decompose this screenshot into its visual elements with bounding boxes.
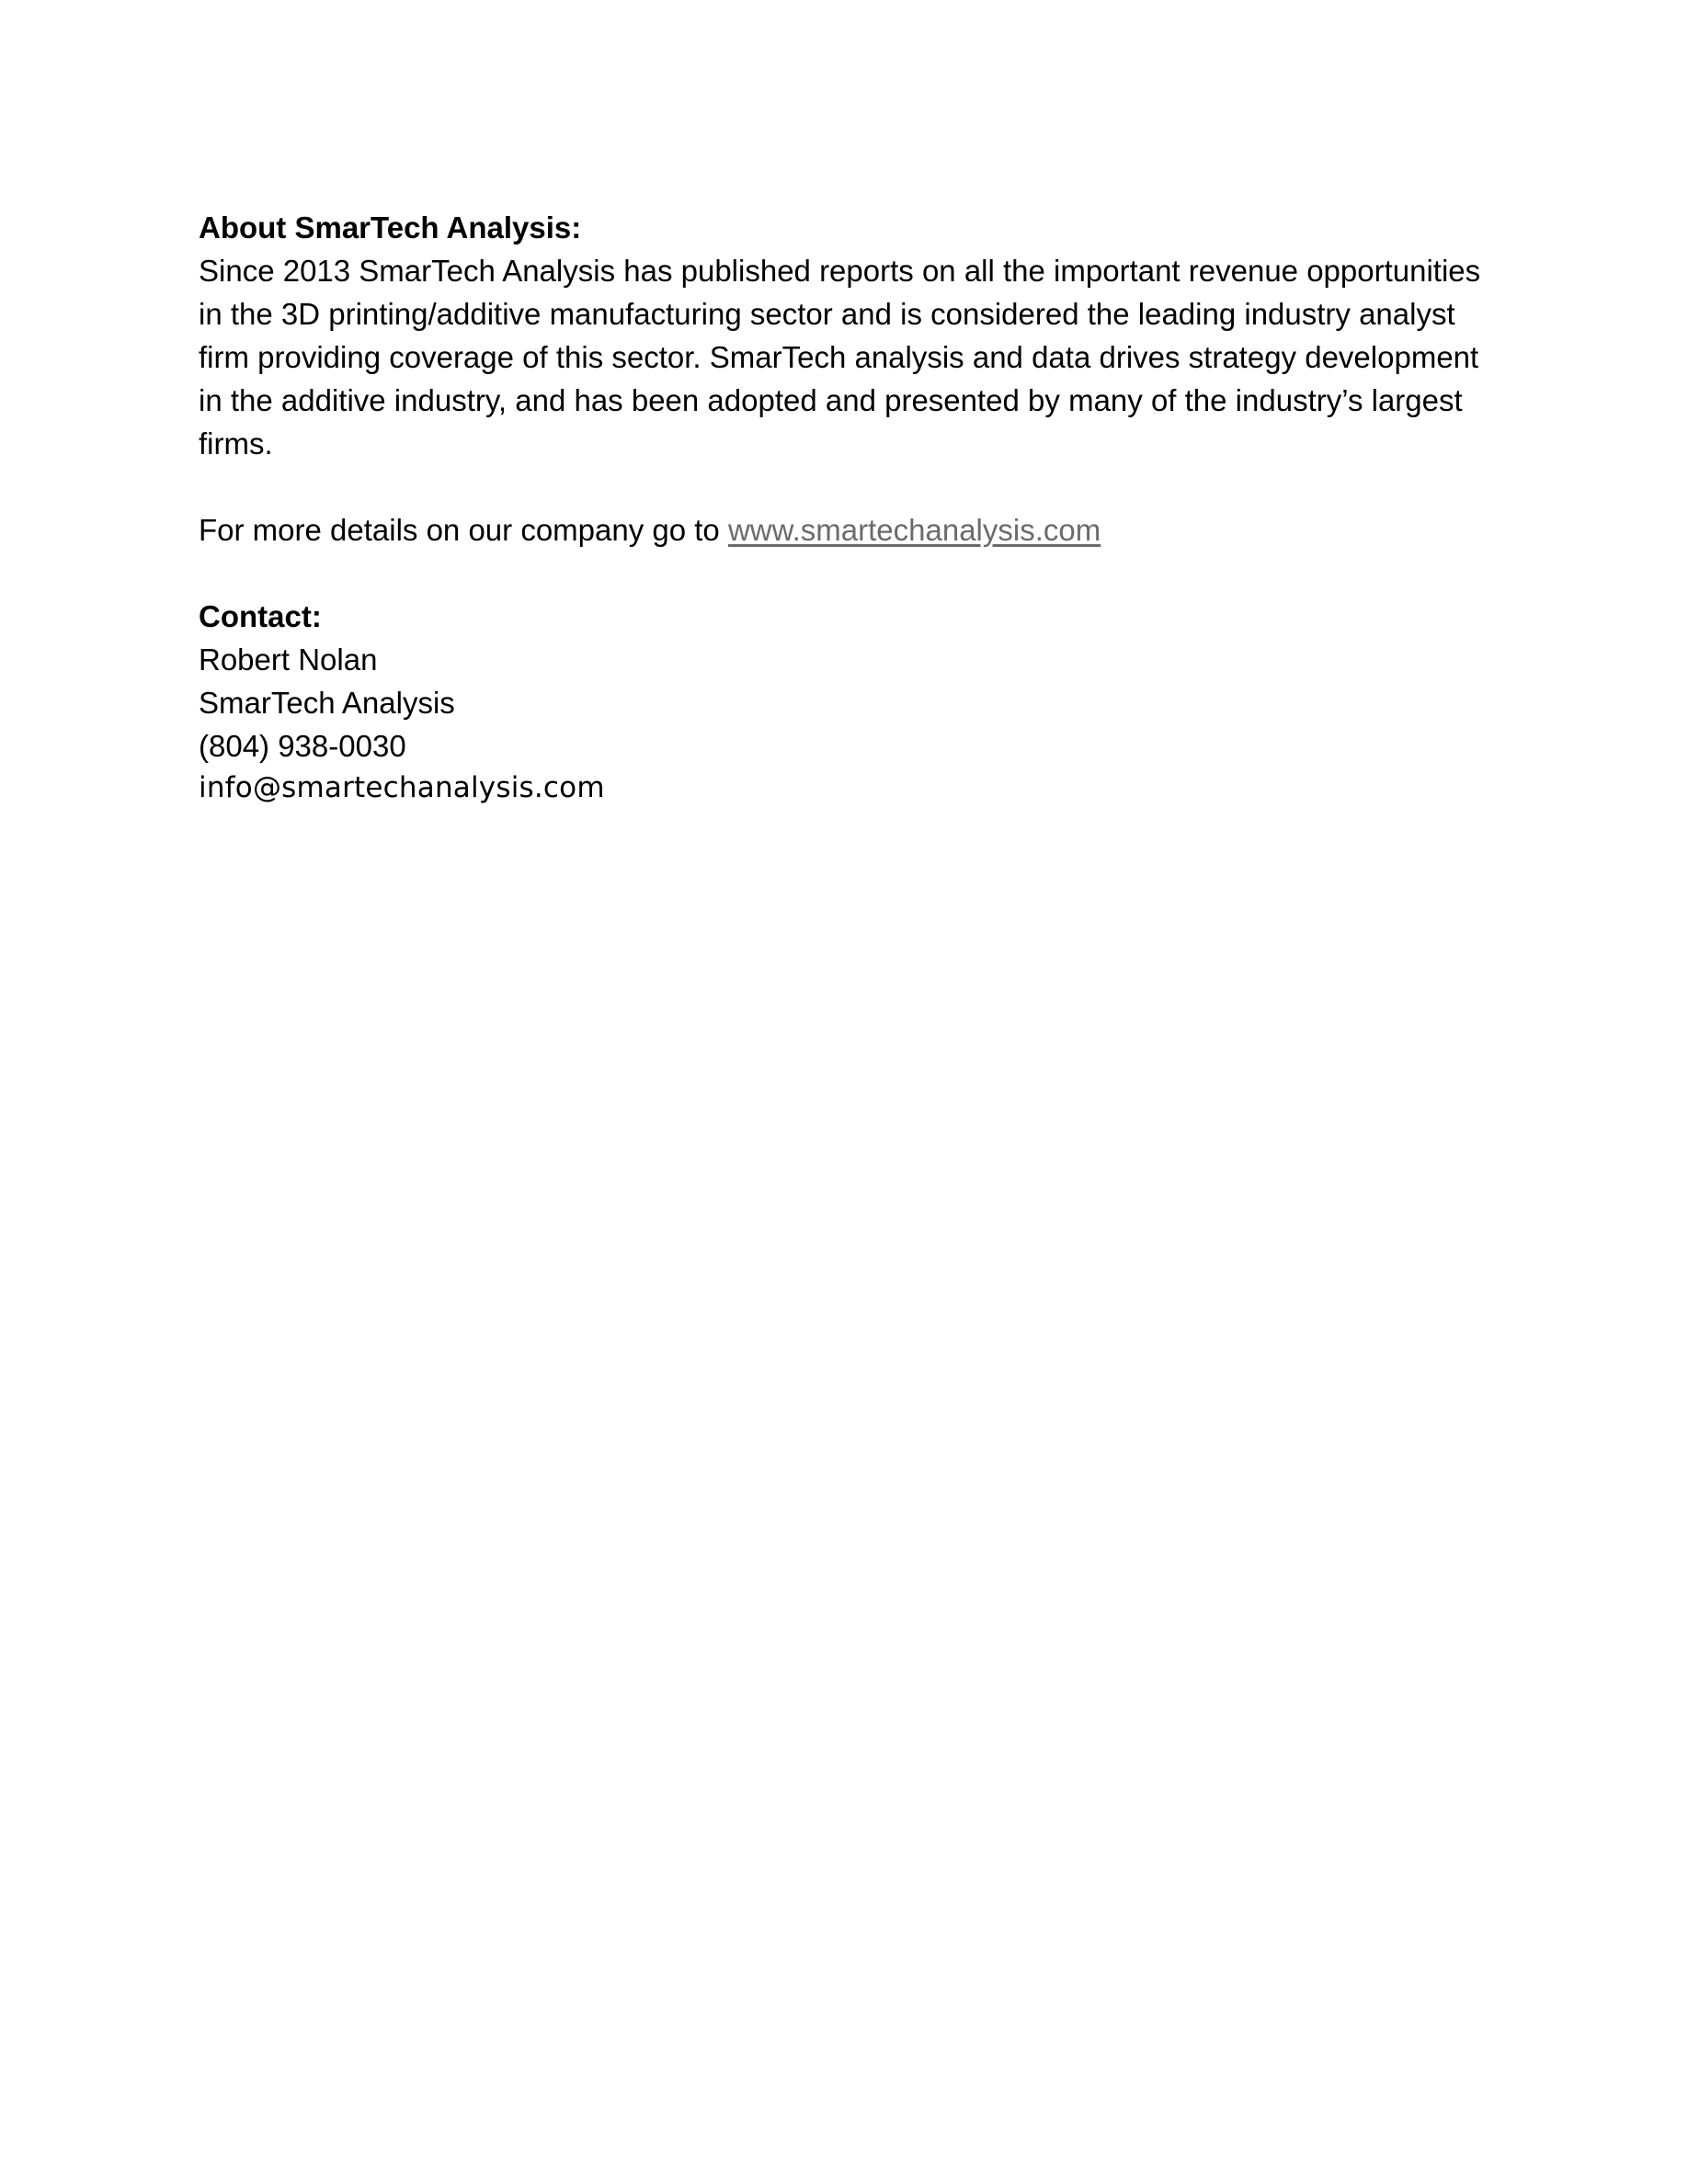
contact-phone: (804) 938-0030	[199, 729, 406, 763]
details-prefix: For more details on our company go to	[199, 513, 728, 547]
about-body: Since 2013 SmarTech Analysis has published reports on all the important revenue opportunities in the 3D printing/additive manufacturing sector and is considered the leading industry analyst firm providing coverage of this sector. SmarTech analysis and data drives strategy development in the additive industry, and has been adopted and presented by many of the industry’s largest firms.	[199, 254, 1481, 461]
contact-heading: Contact:	[199, 599, 322, 633]
contact-name: Robert Nolan	[199, 643, 378, 677]
about-heading: About SmarTech Analysis:	[199, 210, 582, 245]
spacer	[199, 552, 1504, 595]
details-line	[199, 508, 1504, 552]
website-link[interactable]: www.smartechanalysis.com	[727, 513, 1101, 547]
contact-email[interactable]: info@smartechanalysis.com	[199, 771, 605, 804]
document-content	[199, 206, 1504, 808]
contact-company: SmarTech Analysis	[199, 686, 455, 720]
spacer	[199, 465, 1504, 508]
